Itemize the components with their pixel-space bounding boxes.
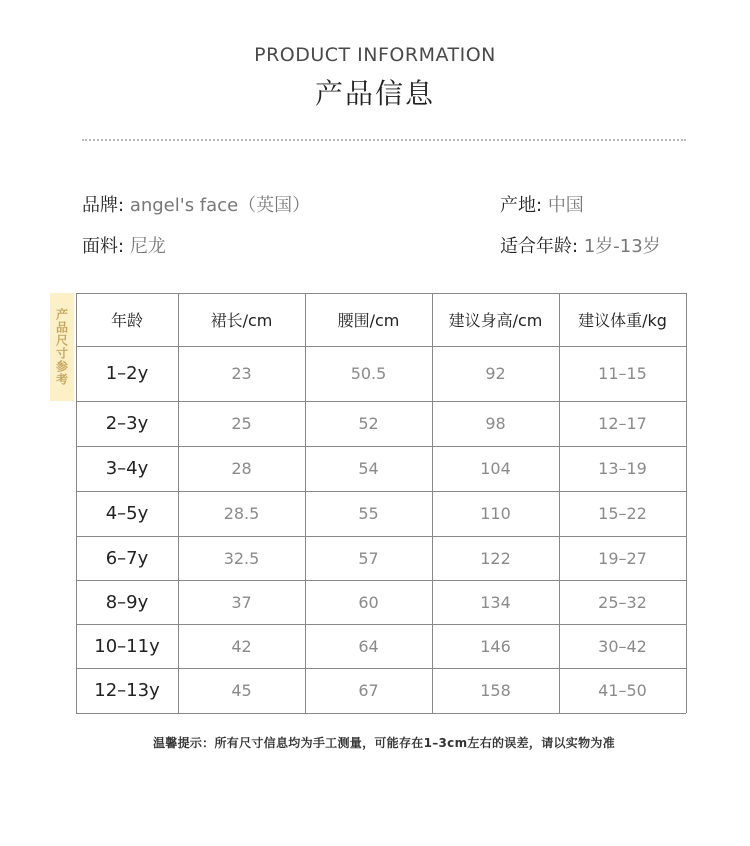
table-age-cell: 8–9y [105, 591, 149, 613]
age-value: 1岁-13岁 [583, 236, 661, 257]
table-cell: 23 [231, 364, 252, 383]
dotted-divider [82, 139, 686, 141]
table-cell: 50.5 [350, 364, 387, 383]
table-cell: 42 [231, 636, 252, 656]
table-age-cell: 12–13y [94, 680, 160, 701]
table-header-cell: 裙长/cm [210, 311, 273, 330]
table-header-cell: 建议身高/cm [448, 311, 543, 330]
table-cell: 67 [358, 681, 379, 700]
table-horizontal-line [76, 713, 686, 714]
origin-value: 中国 [547, 195, 584, 216]
brand-label: 品牌: [82, 195, 125, 216]
table-header-cell: 建议体重/kg [578, 311, 667, 330]
origin-label: 产地: [500, 195, 543, 216]
table-header-cell: 腰围/cm [337, 311, 400, 330]
table-cell: 110 [480, 504, 511, 523]
table-cell: 64 [358, 636, 379, 656]
table-cell: 28.5 [223, 504, 260, 523]
age-label: 适合年龄: [500, 236, 579, 257]
table-age-cell: 6–7y [105, 547, 149, 569]
table-cell: 19–27 [598, 548, 647, 568]
footnote: 温馨提示：所有尺寸信息均为手工测量，可能存在1–3cm左右的误差，请以实物为准 [152, 736, 616, 750]
table-cell: 25–32 [598, 592, 647, 612]
age-info [500, 232, 661, 258]
table-cell: 45 [231, 681, 252, 700]
table-cell: 25 [231, 414, 252, 433]
brand-info [82, 191, 310, 217]
table-cell: 12–17 [598, 414, 647, 433]
table-cell: 41–50 [598, 681, 647, 700]
table-cell: 30–42 [598, 636, 647, 656]
origin-info [500, 191, 584, 217]
table-cell: 122 [480, 548, 511, 568]
table-cell: 98 [485, 414, 506, 433]
table-cell: 11–15 [598, 364, 647, 383]
table-cell: 158 [480, 681, 511, 700]
table-cell: 13–19 [598, 459, 647, 478]
material-info [82, 232, 166, 258]
table-cell: 52 [358, 414, 379, 433]
table-cell: 60 [358, 592, 379, 612]
size-reference-tag [50, 293, 74, 401]
table-age-cell: 10–11y [94, 635, 160, 657]
table-cell: 54 [358, 459, 379, 478]
table-cell: 57 [358, 548, 379, 568]
table-age-cell: 1–2y [105, 363, 149, 384]
title-english: PRODUCT INFORMATION [254, 44, 496, 66]
table-cell: 134 [480, 592, 511, 612]
material-label: 面料: [82, 236, 125, 257]
title-chinese: 产品信息 [314, 77, 435, 110]
table-age-cell: 3–4y [105, 458, 149, 479]
table-cell: 28 [231, 459, 252, 478]
table-cell: 104 [480, 459, 511, 478]
table-age-cell: 2–3y [105, 413, 149, 434]
table-cell: 146 [480, 636, 511, 656]
table-vertical-line [686, 293, 687, 713]
table-cell: 92 [485, 364, 506, 383]
brand-value: angel's face（英国） [129, 195, 311, 216]
table-header-cell: 年龄 [110, 311, 143, 330]
table-cell: 32.5 [223, 548, 260, 568]
size-reference-label: 产品尺寸参考 [54, 308, 69, 386]
table-cell: 15–22 [598, 504, 647, 523]
table-cell: 37 [231, 592, 252, 612]
table-age-cell: 4–5y [105, 503, 149, 524]
table-cell: 55 [358, 504, 379, 523]
material-value: 尼龙 [129, 236, 166, 257]
